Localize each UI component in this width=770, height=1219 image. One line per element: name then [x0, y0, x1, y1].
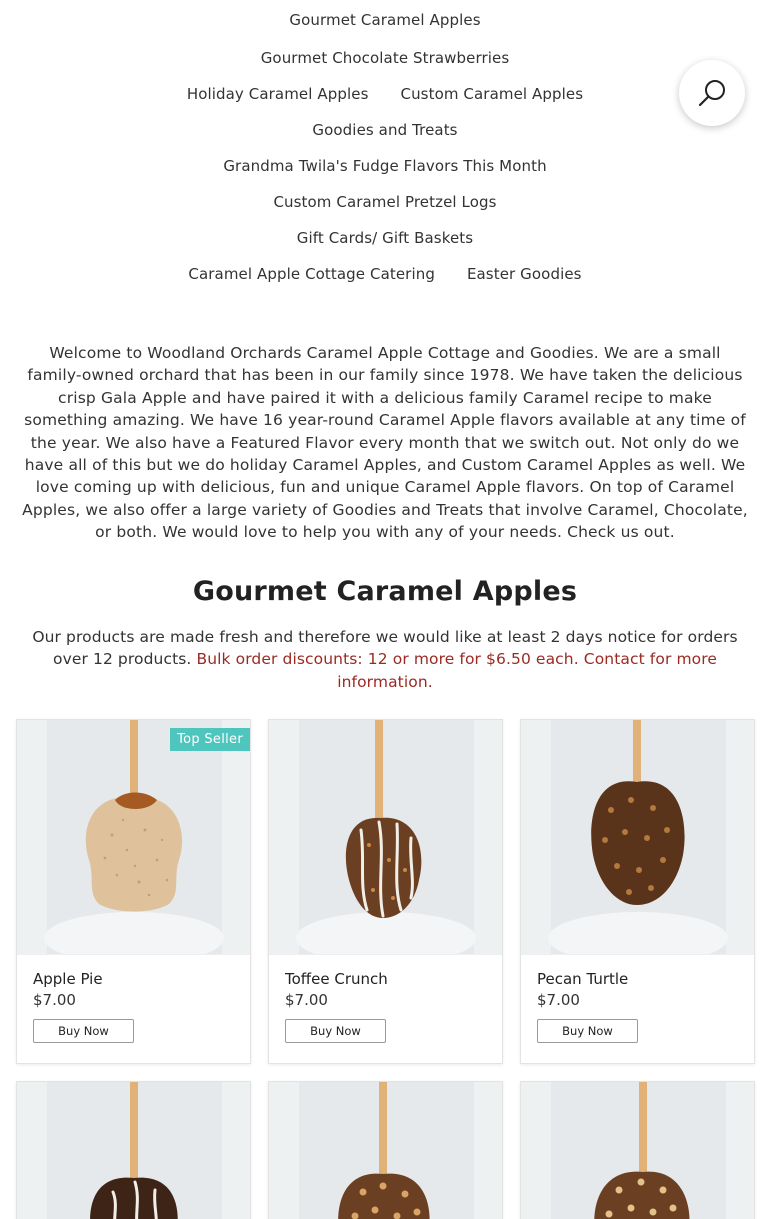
nav-link-holiday-caramel-apples[interactable]: Holiday Caramel Apples [186, 85, 369, 103]
product-image[interactable] [17, 1082, 250, 1219]
search-icon [696, 77, 728, 109]
section-description-main: Our products are made fresh and therefore we would like at least 2 days notice for orders over 12 products. [32, 628, 738, 669]
section-description [20, 626, 750, 693]
product-card[interactable] [268, 1081, 503, 1219]
product-name[interactable]: Toffee Crunch [285, 970, 388, 988]
product-grid [16, 719, 754, 1219]
bulk-discount-note: Bulk order discounts: 12 or more for $6.50 each. Contact for more information. [196, 650, 717, 691]
nav-link-goodies-and-treats[interactable]: Goodies and Treats [312, 121, 458, 139]
nav-row [0, 40, 770, 76]
nav-link-custom-caramel-apples[interactable]: Custom Caramel Apples [400, 85, 584, 103]
nav-link-fudge-flavors[interactable]: Grandma Twila's Fudge Flavors This Month [223, 157, 547, 175]
product-name[interactable]: Apple Pie [33, 970, 103, 988]
product-card[interactable] [16, 1081, 251, 1219]
product-card-apple-pie[interactable] [16, 719, 251, 1064]
nav-row [0, 148, 770, 184]
buy-now-button[interactable]: Buy Now [33, 1019, 134, 1043]
product-image[interactable] [269, 720, 502, 955]
top-seller-badge: Top Seller [170, 728, 250, 751]
nav-link-catering[interactable]: Caramel Apple Cottage Catering [188, 265, 435, 283]
product-image[interactable] [17, 720, 250, 955]
product-price: $7.00 [537, 991, 580, 1009]
buy-now-button[interactable]: Buy Now [285, 1019, 386, 1043]
product-price: $7.00 [33, 991, 76, 1009]
product-price: $7.00 [285, 991, 328, 1009]
nav-row [0, 112, 770, 148]
nav-link-pretzel-logs[interactable]: Custom Caramel Pretzel Logs [273, 193, 497, 211]
product-name[interactable]: Pecan Turtle [537, 970, 629, 988]
nav-link-gourmet-caramel-apples[interactable]: Gourmet Caramel Apples [289, 11, 481, 29]
category-nav [0, 0, 770, 292]
nav-row [0, 76, 770, 112]
product-card-toffee-crunch[interactable] [268, 719, 503, 1064]
nav-row [0, 256, 770, 292]
nav-link-gift-cards[interactable]: Gift Cards/ Gift Baskets [296, 229, 474, 247]
section-title: Gourmet Caramel Apples [192, 576, 578, 607]
product-image[interactable] [521, 1082, 754, 1219]
nav-row [0, 220, 770, 256]
product-card[interactable] [520, 1081, 755, 1219]
nav-row [0, 0, 770, 40]
product-card-pecan-turtle[interactable] [520, 719, 755, 1064]
product-image[interactable] [521, 720, 754, 955]
nav-link-chocolate-strawberries[interactable]: Gourmet Chocolate Strawberries [260, 49, 510, 67]
search-button[interactable] [679, 60, 745, 126]
nav-row [0, 184, 770, 220]
product-image[interactable] [269, 1082, 502, 1219]
buy-now-button[interactable]: Buy Now [537, 1019, 638, 1043]
nav-link-easter-goodies[interactable]: Easter Goodies [466, 265, 582, 283]
welcome-text: Welcome to Woodland Orchards Caramel Apple Cottage and Goodies. We are a small family-owned orchard that has been in our family since 1978. We have taken the delicious crisp Gala Apple and have paired it with a delicious family Caramel recipe to make something amazing. We have 16 year-round Caramel Apple flavors available at any time of the year. We also have a Featured Flavor every month that we switch out. Not only do we have all of this but we do holiday Caramel Apples, and Custom Caramel Apples as well. We love coming up with delicious, fun and unique Caramel Apple flavors. On top of Caramel Apples, we also offer a large variety of Goodies and Treats that involve Caramel, Chocolate, or both. We would love to help you with any of your needs. Check us out. [22, 344, 748, 542]
